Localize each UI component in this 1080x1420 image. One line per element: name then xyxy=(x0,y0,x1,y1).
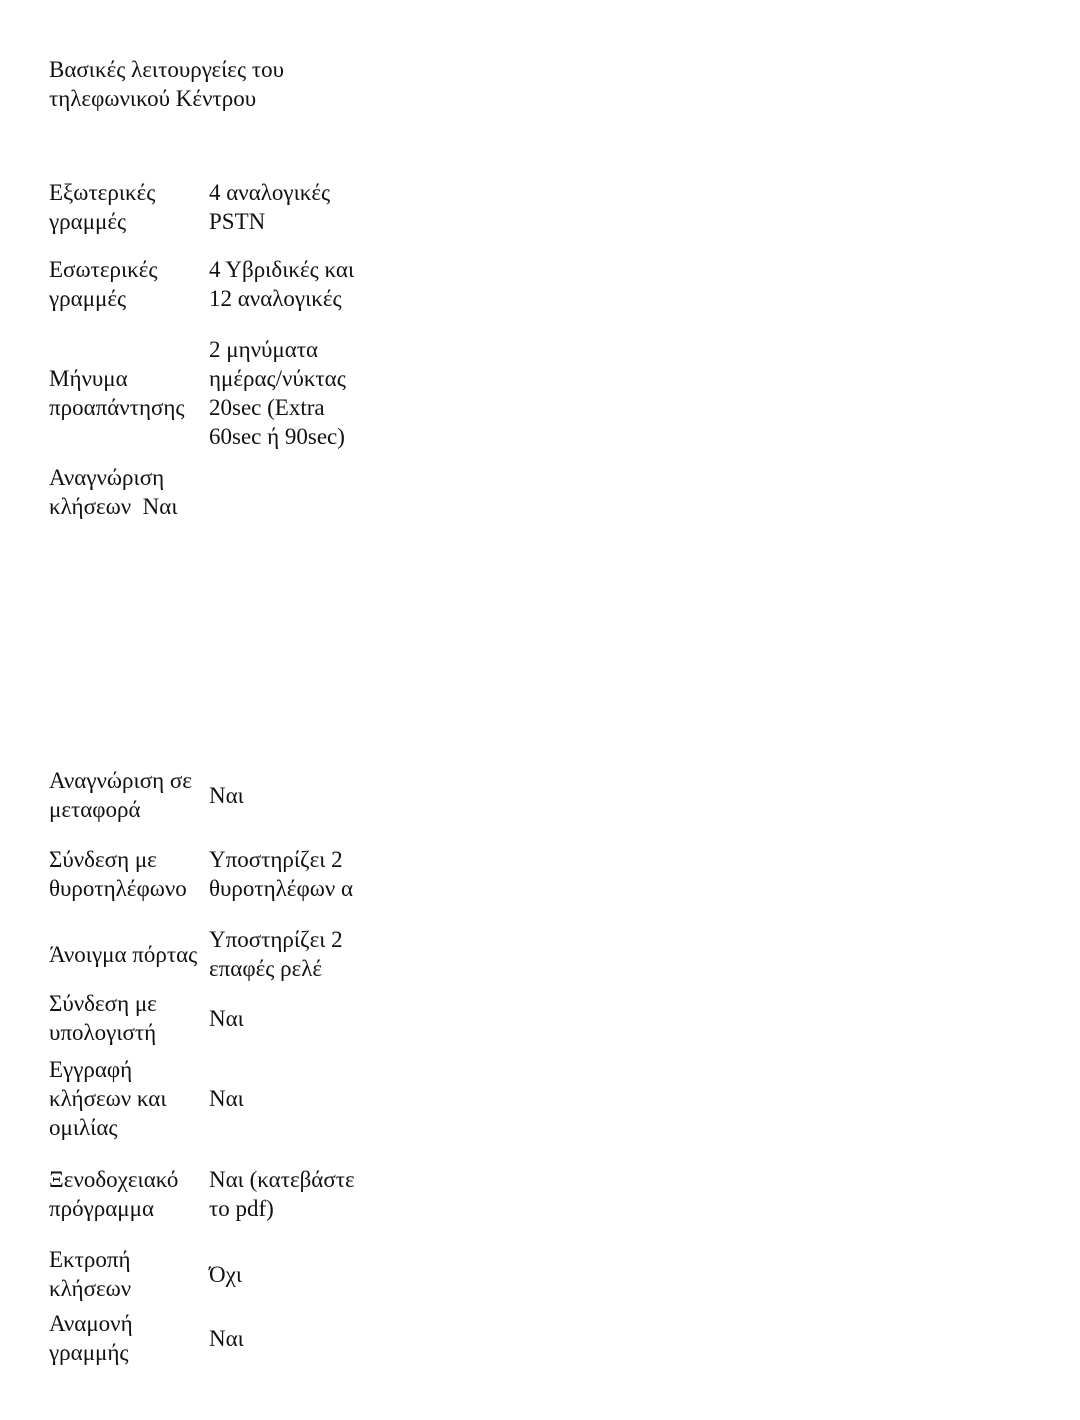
feature-label: Ξενοδοχειακό πρόγραμμα xyxy=(49,1167,179,1221)
table-row xyxy=(49,331,369,454)
feature-value: Ναι xyxy=(209,1325,244,1351)
table-row xyxy=(49,178,369,236)
table-row xyxy=(49,986,369,1050)
page-title: Βασικές λειτουργείες του τηλεφωνικού Κέντρου xyxy=(49,57,284,111)
feature-value: Ναι xyxy=(209,1005,244,1031)
caller-id-value: Ναι xyxy=(142,494,178,519)
table-row xyxy=(49,236,369,331)
feature-label: Εσωτερικές γραμμές xyxy=(49,256,158,311)
table-row xyxy=(49,826,369,922)
feature-label: Άνοιγμα πόρτας xyxy=(49,941,198,967)
feature-label: Εξωτερικές γραμμές xyxy=(49,180,156,234)
feature-label: Αναγνώριση σε μεταφορά xyxy=(49,768,192,822)
table-row xyxy=(49,764,369,826)
table-row xyxy=(49,1242,369,1306)
table-row xyxy=(49,922,369,986)
feature-label: Μήνυμα προαπάντησης xyxy=(49,365,185,420)
features-table-bottom xyxy=(49,764,369,1370)
feature-value: 4 αναλογικές PSTN xyxy=(209,180,331,234)
feature-label: Εκτροπή κλήσεων xyxy=(49,1247,132,1301)
table-row xyxy=(49,1146,369,1242)
feature-label: Εγγραφή κλήσεων και ομιλίας xyxy=(49,1056,167,1140)
features-table-top xyxy=(49,178,369,454)
feature-label: Σύνδεση με θυροτηλέφωνο xyxy=(49,847,187,901)
feature-value: Υποστηρίζει 2 επαφές ρελέ xyxy=(209,927,343,981)
feature-value: Ναι xyxy=(209,782,244,808)
feature-label: Αναμονή γραμμής xyxy=(49,1311,133,1365)
feature-value: Όχι xyxy=(209,1261,243,1287)
caller-id-row xyxy=(49,463,199,521)
feature-value: Υποστηρίζει 2 θυροτηλέφων α xyxy=(209,847,354,901)
feature-value: Ναι (κατεβάστε το pdf) xyxy=(209,1167,355,1221)
feature-value: 2 μηνύματα ημέρας/νύκτας 20sec (Extra 60sec ή 90sec) xyxy=(209,336,346,449)
caller-id-label: Αναγνώριση κλήσεων xyxy=(49,465,165,519)
table-row xyxy=(49,1306,369,1370)
table-row xyxy=(49,1050,369,1146)
feature-value: Ναι xyxy=(209,1085,244,1111)
feature-label: Σύνδεση με υπολογιστή xyxy=(49,991,157,1045)
feature-value: 4 Υβριδικές και 12 αναλογικές xyxy=(209,256,355,311)
